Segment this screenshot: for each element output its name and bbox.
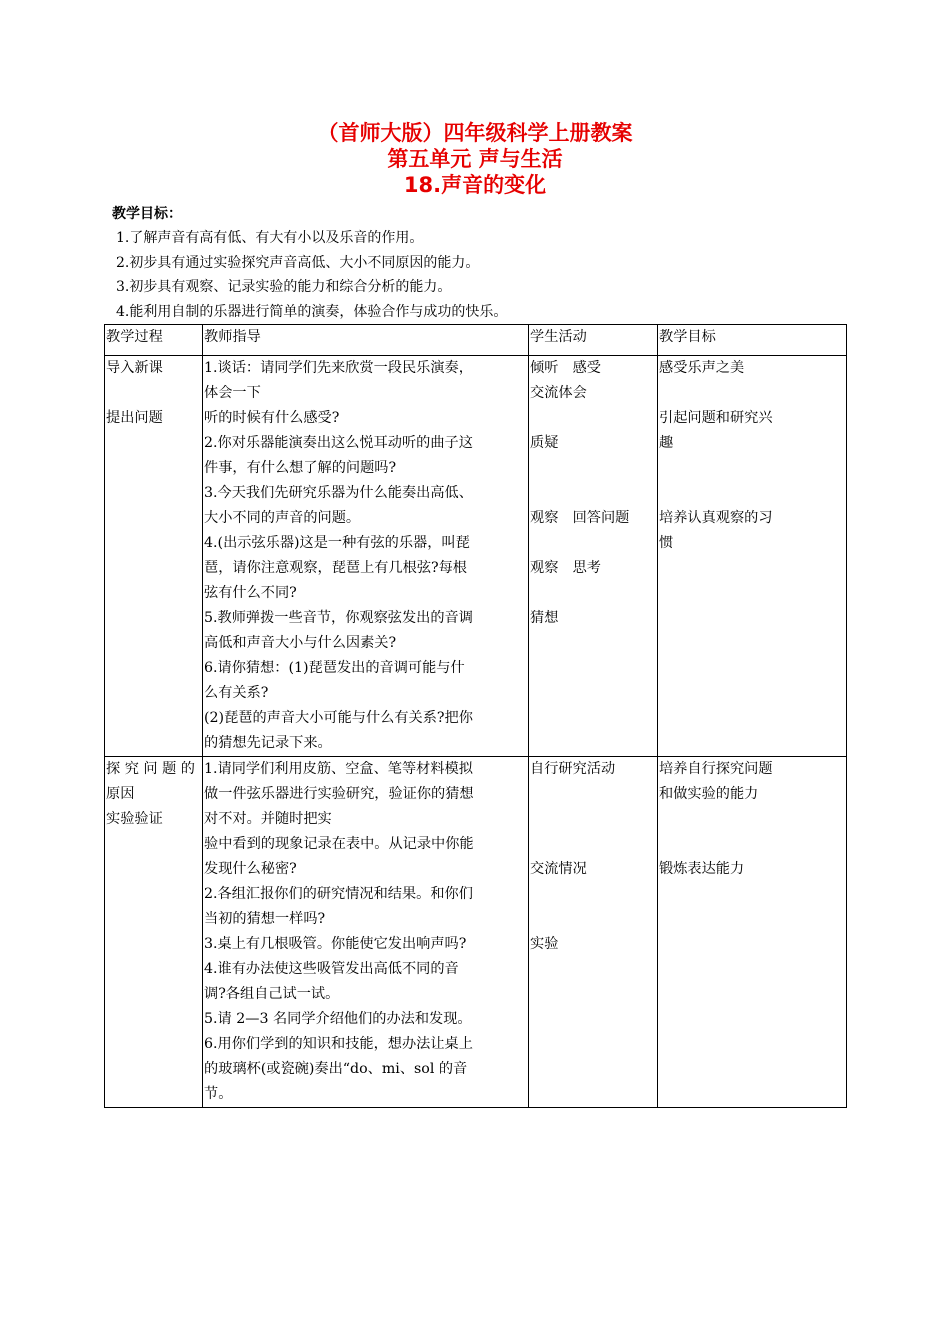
cell-line: 听的时候有什么感受? bbox=[204, 410, 340, 426]
cell-line: 5.教师弹拨一些音节，你观察弦发出的音调 bbox=[204, 610, 473, 626]
teaching-goal-cell bbox=[658, 757, 847, 1108]
objective-item: 1.了解声音有高有低、有大有小以及乐音的作用。 bbox=[116, 230, 424, 246]
cell-line: 感受乐声之美 bbox=[659, 360, 745, 376]
cell-line: 提出问题 bbox=[106, 410, 163, 426]
cell-line: 琶，请你注意观察，琵琶上有几根弦?每根 bbox=[204, 560, 467, 576]
cell-line: 和做实验的能力 bbox=[659, 786, 759, 802]
cell-line bbox=[530, 456, 656, 481]
cell-line: (2)琵琶的声音大小可能与什么有关系?把你 bbox=[204, 710, 473, 726]
cell-line: 的玻璃杯(或瓷碗)奏出“do、mi、sol 的音 bbox=[204, 1061, 468, 1077]
cell-line bbox=[530, 882, 656, 907]
cell-line: 大小不同的声音的问题。 bbox=[204, 510, 361, 526]
table-row bbox=[105, 356, 847, 757]
objectives-heading: 教学目标： bbox=[112, 206, 182, 222]
cell-line: 倾听 感受 bbox=[530, 360, 601, 376]
objective-item: 2.初步具有通过实验探究声音高低、大小不同原因的能力。 bbox=[116, 254, 480, 271]
cell-line: 调?各组自己试一试。 bbox=[204, 986, 340, 1002]
header-process: 教学过程 bbox=[105, 325, 203, 356]
cell-line: 1.请同学们利用皮筋、空盒、笔等材料模拟 bbox=[204, 761, 473, 777]
process-cell bbox=[105, 356, 203, 757]
cell-line: 么有关系? bbox=[204, 685, 269, 701]
cell-line: 的猜想先记录下来。 bbox=[204, 735, 332, 751]
cell-line: 导入新课 bbox=[106, 360, 163, 376]
cell-line: 验中看到的现象记录在表中。从记录中你能 bbox=[204, 836, 474, 852]
teacher-guide-cell bbox=[203, 757, 529, 1108]
cell-line: 原因 bbox=[106, 786, 135, 802]
objective-item: 3.初步具有观察、记录实验的能力和综合分析的能力。 bbox=[116, 279, 452, 295]
cell-line: 猜想 bbox=[530, 610, 559, 626]
cell-line bbox=[530, 807, 656, 832]
cell-line bbox=[530, 782, 656, 807]
header-teacher-guide: 教师指导 bbox=[203, 325, 529, 356]
cell-line bbox=[530, 581, 656, 606]
cell-line: 3.今天我们先研究乐器为什么能奏出高低、 bbox=[204, 485, 473, 501]
cell-line: 当初的猜想一样吗? bbox=[204, 911, 326, 927]
title-block bbox=[0, 120, 950, 198]
student-activity-cell bbox=[529, 757, 658, 1108]
cell-line bbox=[530, 481, 656, 506]
cell-line: 发现什么秘密? bbox=[204, 861, 297, 877]
cell-line: 6.请你猜想：(1)琵琶发出的音调可能与什 bbox=[204, 660, 465, 676]
cell-line bbox=[530, 832, 656, 857]
cell-line: 实验 bbox=[530, 936, 559, 952]
cell-line: 1.谈话：请同学们先来欣赏一段民乐演奏， bbox=[204, 360, 473, 376]
cell-line: 交流情况 bbox=[530, 861, 587, 877]
cell-line: 3.桌上有几根吸管。你能使它发出响声吗? bbox=[204, 936, 467, 952]
cell-line: 观察 回答问题 bbox=[530, 510, 630, 526]
cell-line bbox=[659, 456, 845, 481]
cell-line: 趣 bbox=[659, 435, 674, 451]
process-cell bbox=[105, 757, 203, 1108]
table-row bbox=[105, 757, 847, 1108]
cell-line: 5.请 2—3 名同学介绍他们的办法和发现。 bbox=[204, 1011, 472, 1027]
cell-line: 自行研究活动 bbox=[530, 761, 616, 777]
cell-line: 交流体会 bbox=[530, 385, 587, 401]
cell-line: 节。 bbox=[204, 1086, 233, 1102]
teaching-goal-cell bbox=[658, 356, 847, 757]
cell-line: 对不对。并随时把实 bbox=[204, 811, 332, 827]
cell-line: 4.谁有办法使这些吸管发出高低不同的音 bbox=[204, 961, 459, 977]
cell-line: 实验验证 bbox=[106, 811, 163, 827]
cell-line bbox=[659, 807, 845, 832]
cell-line: 探 究 问 题 的 bbox=[106, 761, 195, 777]
cell-line bbox=[659, 381, 845, 406]
cell-line bbox=[659, 481, 845, 506]
teaching-objectives bbox=[112, 202, 852, 324]
cell-line: 惯 bbox=[659, 535, 674, 551]
cell-line bbox=[106, 381, 201, 406]
table-header-row bbox=[105, 325, 847, 356]
cell-line: 观察 思考 bbox=[530, 560, 601, 576]
header-teaching-goal: 教学目标 bbox=[658, 325, 847, 356]
cell-line: 6.用你们学到的知识和技能，想办法让桌上 bbox=[204, 1036, 473, 1052]
student-activity-cell bbox=[529, 356, 658, 757]
cell-line: 体会一下 bbox=[204, 385, 261, 401]
cell-line: 高低和声音大小与什么因素关? bbox=[204, 635, 397, 651]
cell-line bbox=[530, 531, 656, 556]
cell-line bbox=[530, 907, 656, 932]
cell-line: 4.(出示弦乐器)这是一种有弦的乐器，叫琵 bbox=[204, 535, 470, 551]
cell-line: 做一件弦乐器进行实验研究，验证你的猜想 bbox=[204, 786, 474, 802]
header-student-activity: 学生活动 bbox=[529, 325, 658, 356]
cell-line bbox=[659, 832, 845, 857]
cell-line: 锻炼表达能力 bbox=[659, 861, 745, 877]
cell-line: 2.你对乐器能演奏出这么悦耳动听的曲子这 bbox=[204, 435, 473, 451]
cell-line: 弦有什么不同? bbox=[204, 585, 297, 601]
cell-line: 引起问题和研究兴 bbox=[659, 410, 773, 426]
unit-title: 第五单元 声与生活 bbox=[387, 147, 563, 171]
cell-line bbox=[530, 406, 656, 431]
teacher-guide-cell bbox=[203, 356, 529, 757]
document-title: （首师大版）四年级科学上册教案 bbox=[317, 121, 633, 145]
objective-item: 4.能利用自制的乐器进行简单的演奏，体验合作与成功的快乐。 bbox=[116, 303, 508, 320]
cell-line: 培养认真观察的习 bbox=[659, 510, 773, 526]
cell-line: 质疑 bbox=[530, 435, 559, 451]
lesson-title: 18.声音的变化 bbox=[403, 173, 547, 197]
cell-line: 件事，有什么想了解的问题吗? bbox=[204, 460, 397, 476]
lesson-plan-table bbox=[104, 324, 847, 1108]
cell-line: 2.各组汇报你们的研究情况和结果。和你们 bbox=[204, 886, 473, 902]
cell-line: 培养自行探究问题 bbox=[659, 761, 773, 777]
